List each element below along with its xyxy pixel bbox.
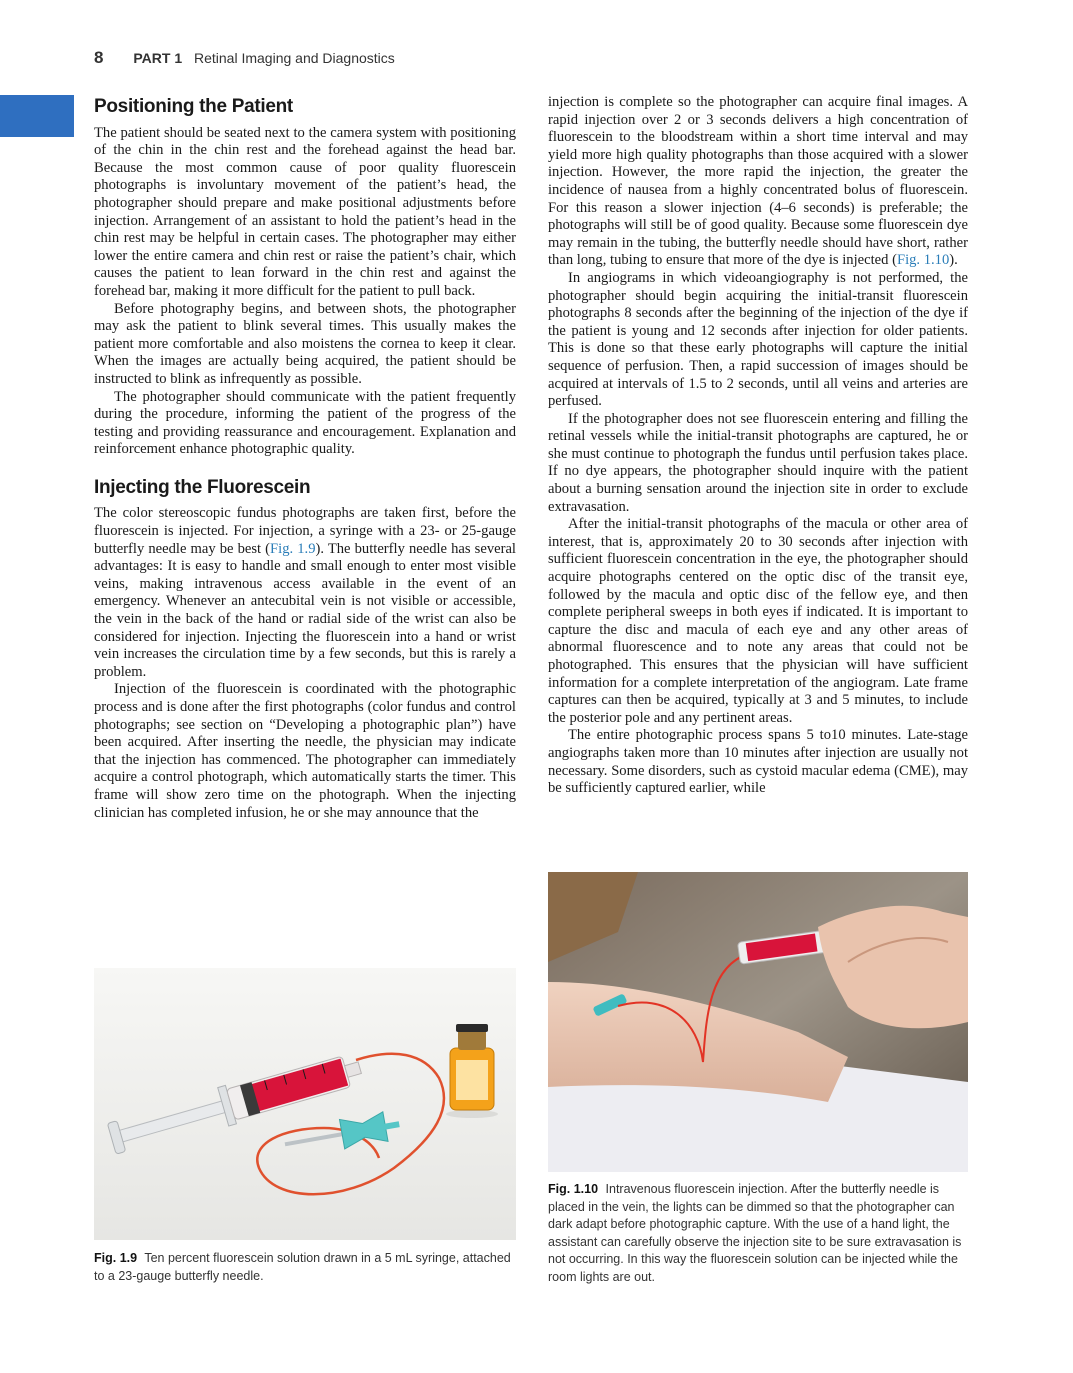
paragraph: The entire photographic process spans 5 to10 minutes. Late-stage angiographs taken more than 10 minutes after injection are usually not necessary. Some disorders, such as cystoid macular edema (CME), may be sufficiently captured earlier, while [548,727,968,797]
figure-link-1-9[interactable]: Fig. 1.9 [270,540,316,557]
paragraph: Before photography begins, and between shots, the photographer may ask the patient to blink several times. This usually makes the patient more comfortable and also moistens the cornea to keep it clear. When the images are actually being acquired, the patient should be instructed to blink as infrequently as possible. [94,300,516,387]
syringe-illustration [94,968,516,1240]
heading-injecting: Injecting the Fluorescein [94,476,311,498]
paragraph: The photographer should communicate with the patient frequently during the procedure, informing the patient of the progress of the testing and providing reassurance and encouragement. Explanation and reinforcement enhance photographic quality. [94,388,516,458]
text-run: ). The butterfly needle has several advantages: It is easy to handle and small enough to enter most visible veins, making intravenous access available in the event of an emergency. Whenever an antecubital vein is not visible or accessible, the vein in the back of the hand or radial side of the wrist can also be considered for injection. Injecting the fluorescein into a hand or wrist vein increases the circulation time by a few seconds, but this is rarely a problem. [94,540,516,680]
figure-1-10-caption [548,1181,968,1286]
right-column [548,94,968,798]
paragraph [548,94,968,270]
text-run: injection is complete so the photographer can acquire final images. A rapid injection over 2 or 3 seconds delivers a high concentration of fluorescein to the bloodstream within a short time interval and may yield more high quality photographs than those acquired with a slower injection. However, the more rapid the injection, the greater the incidence of nausea from a highly concentrated bolus of fluorescein. For this reason a slower injection (4–6 seconds) is preferable; the photographs will still be of good quality. Because some fluorescein dye may remain in the tubing, the butterfly needle should have short, rather than long, tubing to ensure that more of the dye is injected ( [548,94,968,269]
figure-label: Fig. 1.9 [94,1251,138,1265]
section-tab-marker [0,95,74,137]
text-run: ). [949,252,958,269]
paragraph: If the photographer does not see fluorescein entering and filling the retinal vessels while the initial-transit photographs are captured, he or she must continue to photograph the fundus until perfusion takes place. If no dye appears, the photographer should inquire with the patient about a burning sensation around the injection site in order to exclude extravasation. [548,410,968,515]
injection-illustration [548,872,968,1172]
part-title: Retinal Imaging and Diagnostics [194,50,395,66]
paragraph: Injection of the fluorescein is coordinated with the photographic process and is done after the first photographs (color fundus and control photographs; see section on “Developing a photographic plan”) have been acquired. After inserting the needle, the physician may indicate that the injection has commenced. The photographer can immediately acquire a control photograph, which automatically starts the timer. This frame will show zero time on the photograph. When the injecting clinician has completed infusion, he or she may announce that the [94,681,516,821]
figure-link-1-10[interactable]: Fig. 1.10 [896,252,950,269]
figure-1-9-caption [94,1250,516,1285]
figure-1-9-photo [94,968,516,1240]
text-run: The color stereoscopic fundus photographs are taken first, before the fluorescein is injected. For injection, a syringe with a 23- or 25-gauge butterfly needle may be best ( [94,505,516,557]
caption-text: Intravenous fluorescein injection. After the butterfly needle is placed in the vein, the lights can be dimmed so that the photographer can dark adapt before photographic capture. With the use of a hand light, the assistant can carefully observe the injection site to be sure extravasation is not occurring. In this way the fluorescein solution can be injected while the room lights are out. [548,1182,962,1284]
figure-1-10-photo [548,872,968,1172]
paragraph [94,505,516,681]
left-column [94,98,516,822]
caption-text: Ten percent fluorescein solution drawn in a 5 mL syringe, attached to a 23-gauge butterfly needle. [94,1251,511,1283]
heading-positioning: Positioning the Patient [94,96,293,117]
paragraph: After the initial-transit photographs of the macula or other area of interest, that is, approximately 20 to 30 seconds after injection with sufficient fluorescein concentration in the eye, the photographer should acquire photographs centered on the optic disc of the transit eye, followed by the macula and optic disc of the fellow eye, and then complete peripheral sweeps in both eyes if indicated. It is important to capture the disc and macula of each eye and any other areas of abnormal fluorescence and to note any areas that could not be photographed. This ensures that the physician will have sufficient information for a complete interpretation of the angiogram. Late frame captures can then be acquired, typically at 3 and 5 minutes, to include the posterior pole and any pertinent areas. [548,516,968,726]
figure-label: Fig. 1.10 [548,1182,599,1196]
paragraph: In angiograms in which videoangiography is not performed, the photographer should begin acquiring the initial-transit fluorescein photographs 8 seconds after the beginning of the injection of the dye if the patient is young and 12 seconds after injection for older patients. This is done so that these early photographs will capture the initial sequence of perfusion. Then, a rapid succession of images should be acquired at intervals of 1.5 to 2 seconds, until all veins and arteries are perfused. [548,269,968,410]
page-number: 8 [94,48,104,67]
part-label: PART 1 [133,50,183,66]
running-header [94,48,395,68]
paragraph: The patient should be seated next to the camera system with positioning of the chin in the chin rest and the forehead against the head bar. Because the most common cause of poor quality fluorescein photographs is involuntary movement of the patient’s head, the photographer should prepare and make positional adjustments before injection. Arrangement of an assistant to hold the patient’s head in the chin rest may be helpful in certain cases. The photographer may either lower the entire camera and chin rest or raise the patient’s chair, which causes the patient to lean forward in the chin rest and against the forehead bar, making it more difficult for the patient to pull back. [94,124,516,299]
